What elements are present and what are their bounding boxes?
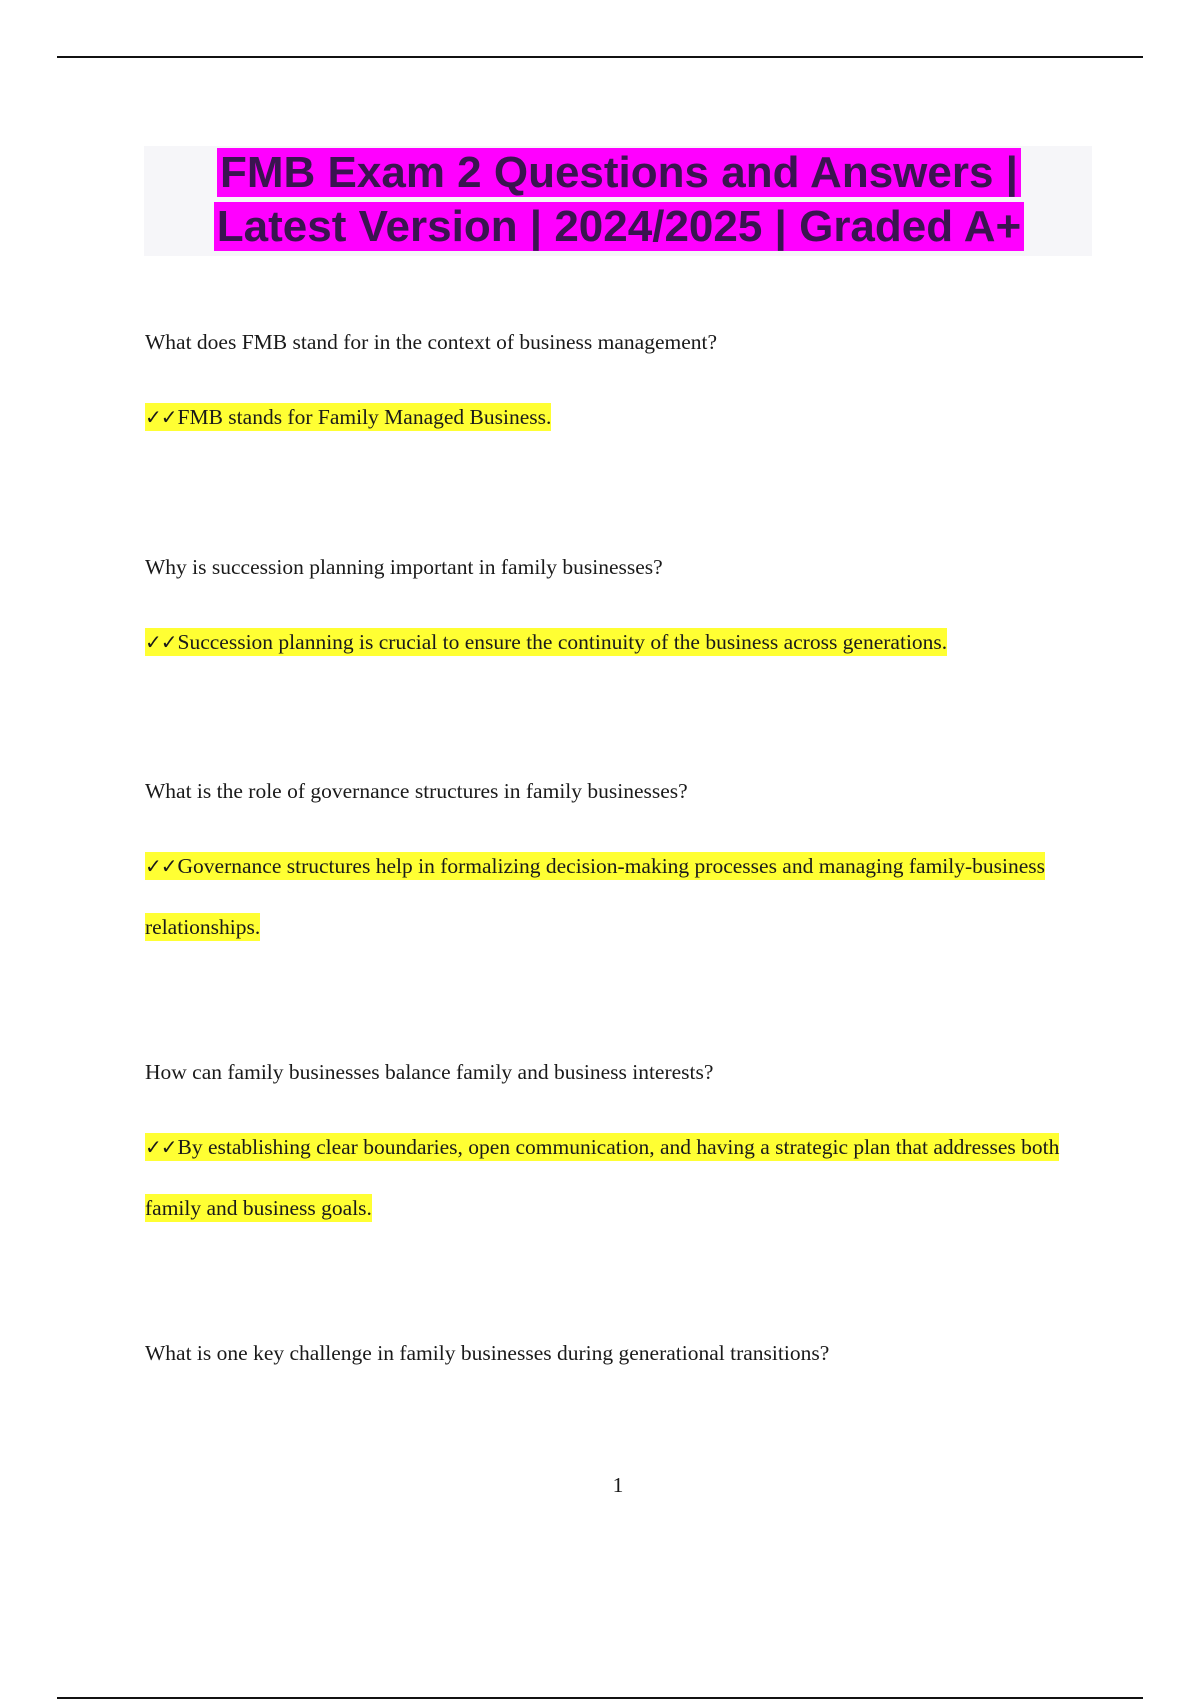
top-rule xyxy=(57,56,1143,58)
document-title-text: FMB Exam 2 Questions and Answers | Latest Version | 2024/2025 | Graded A+ xyxy=(214,148,1024,251)
double-check-icon: ✓✓ xyxy=(145,1135,177,1159)
answer-3-highlight xyxy=(145,852,1045,941)
question-4: How can family businesses balance family and business interests? xyxy=(145,1060,714,1084)
answer-4-highlight xyxy=(145,1133,1059,1222)
answer-2-highlight xyxy=(145,628,947,656)
question-5: What is one key challenge in family businesses during generational transitions? xyxy=(145,1341,830,1365)
answer-2 xyxy=(145,612,1090,673)
answer-1 xyxy=(145,387,1090,448)
answer-3 xyxy=(145,836,1090,958)
answer-1-text: FMB stands for Family Managed Business. xyxy=(177,405,552,429)
question-3: What is the role of governance structures in family businesses? xyxy=(145,779,688,803)
document-title xyxy=(174,146,1064,254)
answer-3-text: Governance structures help in formalizing decision-making processes and managing family-business relationships. xyxy=(145,854,1046,939)
answer-2-text: Succession planning is crucial to ensure the continuity of the business across generations. xyxy=(177,630,948,654)
answer-1-highlight xyxy=(145,403,551,431)
question-2: Why is succession planning important in family businesses? xyxy=(145,555,663,579)
page-number: 1 xyxy=(612,1473,624,1497)
question-1: What does FMB stand for in the context of business management? xyxy=(145,330,718,354)
answer-4-text: By establishing clear boundaries, open communication, and having a strategic plan that addresses both family and business goals. xyxy=(145,1135,1060,1220)
bottom-rule xyxy=(57,1697,1143,1699)
answer-4 xyxy=(145,1117,1090,1239)
double-check-icon: ✓✓ xyxy=(145,854,177,878)
double-check-icon: ✓✓ xyxy=(145,630,177,654)
double-check-icon: ✓✓ xyxy=(145,405,177,429)
